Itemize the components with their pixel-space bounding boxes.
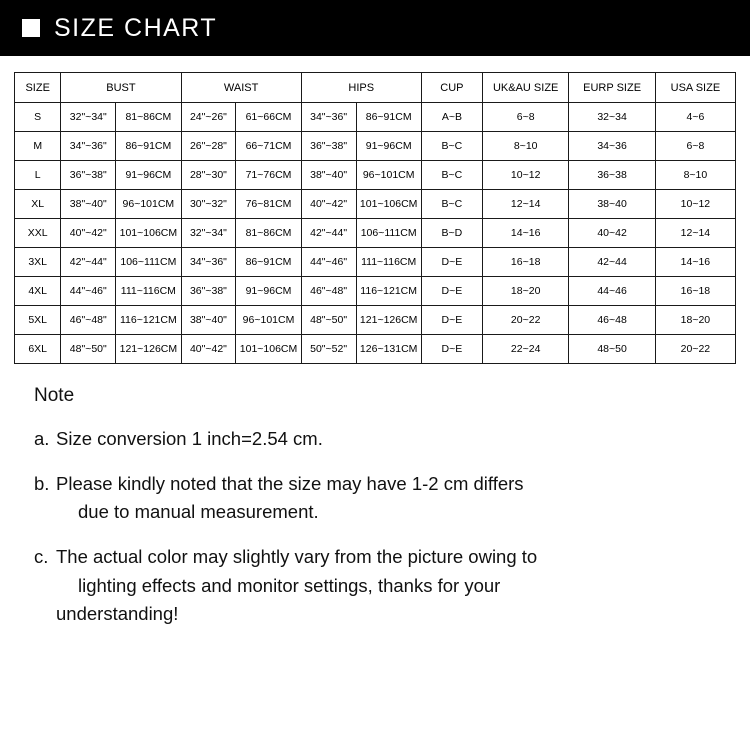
cell-eurp: 44~46 <box>569 277 655 306</box>
cell-waist-in: 40"~42" <box>181 335 236 364</box>
note-a-line1: Size conversion 1 inch=2.54 cm. <box>56 428 323 449</box>
cell-usa: 14~16 <box>655 248 735 277</box>
cell-bust-in: 42"~44" <box>61 248 116 277</box>
cell-bust-cm: 111~116CM <box>116 277 181 306</box>
cell-eurp: 48~50 <box>569 335 655 364</box>
cell-size: 4XL <box>15 277 61 306</box>
header-banner <box>0 0 750 56</box>
cell-waist-in: 30"~32" <box>181 190 236 219</box>
cell-waist-in: 36"~38" <box>181 277 236 306</box>
table-row <box>15 248 736 277</box>
cell-ukau: 8~10 <box>482 132 568 161</box>
cell-cup: B~C <box>421 190 482 219</box>
col-header-ukau: UK&AU SIZE <box>482 73 568 103</box>
note-label-b: b. <box>34 472 50 494</box>
cell-hips-in: 38"~40" <box>301 161 356 190</box>
cell-bust-cm: 101~106CM <box>116 219 181 248</box>
cell-size: L <box>15 161 61 190</box>
notes-title: Note <box>34 385 75 406</box>
cell-ukau: 14~16 <box>482 219 568 248</box>
note-item-a <box>34 425 720 454</box>
cell-bust-cm: 121~126CM <box>116 335 181 364</box>
cell-hips-cm: 111~116CM <box>356 248 421 277</box>
cell-hips-in: 48"~50" <box>301 306 356 335</box>
cell-size: 6XL <box>15 335 61 364</box>
col-header-waist: WAIST <box>181 73 301 103</box>
cell-bust-cm: 81~86CM <box>116 103 181 132</box>
cell-hips-cm: 121~126CM <box>356 306 421 335</box>
cell-cup: D~E <box>421 306 482 335</box>
cell-ukau: 20~22 <box>482 306 568 335</box>
cell-size: XXL <box>15 219 61 248</box>
cell-waist-cm: 61~66CM <box>236 103 301 132</box>
col-header-bust: BUST <box>61 73 181 103</box>
cell-hips-cm: 101~106CM <box>356 190 421 219</box>
cell-eurp: 46~48 <box>569 306 655 335</box>
col-header-cup: CUP <box>421 73 482 103</box>
cell-ukau: 18~20 <box>482 277 568 306</box>
cell-cup: B~C <box>421 132 482 161</box>
cell-usa: 12~14 <box>655 219 735 248</box>
note-label-c: c. <box>34 546 49 568</box>
table-row <box>15 306 736 335</box>
table-header-row <box>15 73 736 103</box>
cell-hips-cm: 96~101CM <box>356 161 421 190</box>
cell-cup: A~B <box>421 103 482 132</box>
cell-bust-cm: 116~121CM <box>116 306 181 335</box>
cell-eurp: 40~42 <box>569 219 655 248</box>
cell-bust-cm: 106~111CM <box>116 248 181 277</box>
cell-bust-in: 40"~42" <box>61 219 116 248</box>
cell-waist-in: 38"~40" <box>181 306 236 335</box>
cell-waist-cm: 101~106CM <box>236 335 301 364</box>
cell-bust-in: 46"~48" <box>61 306 116 335</box>
table-row <box>15 103 736 132</box>
cell-waist-in: 26"~28" <box>181 132 236 161</box>
cell-waist-in: 24"~26" <box>181 103 236 132</box>
cell-bust-in: 38"~40" <box>61 190 116 219</box>
cell-bust-in: 32"~34" <box>61 103 116 132</box>
col-header-hips: HIPS <box>301 73 421 103</box>
cell-bust-cm: 91~96CM <box>116 161 181 190</box>
note-text-b <box>56 470 720 527</box>
cell-eurp: 42~44 <box>569 248 655 277</box>
cell-hips-cm: 126~131CM <box>356 335 421 364</box>
col-header-eurp: EURP SIZE <box>569 73 655 103</box>
cell-waist-in: 28"~30" <box>181 161 236 190</box>
cell-cup: D~E <box>421 248 482 277</box>
size-table-container <box>0 56 750 364</box>
cell-hips-in: 42"~44" <box>301 219 356 248</box>
cell-eurp: 32~34 <box>569 103 655 132</box>
note-item-c <box>34 543 720 629</box>
note-b-line2: due to manual measurement. <box>78 501 319 523</box>
cell-hips-in: 50"~52" <box>301 335 356 364</box>
table-row <box>15 335 736 364</box>
cell-hips-cm: 116~121CM <box>356 277 421 306</box>
size-table <box>14 72 736 364</box>
cell-eurp: 38~40 <box>569 190 655 219</box>
cell-usa: 6~8 <box>655 132 735 161</box>
cell-bust-in: 44"~46" <box>61 277 116 306</box>
col-header-size: SIZE <box>15 73 61 103</box>
cell-bust-cm: 96~101CM <box>116 190 181 219</box>
table-row <box>15 132 736 161</box>
cell-cup: B~C <box>421 161 482 190</box>
cell-usa: 20~22 <box>655 335 735 364</box>
cell-waist-cm: 96~101CM <box>236 306 301 335</box>
cell-hips-in: 46"~48" <box>301 277 356 306</box>
cell-waist-cm: 71~76CM <box>236 161 301 190</box>
cell-hips-cm: 91~96CM <box>356 132 421 161</box>
cell-waist-cm: 91~96CM <box>236 277 301 306</box>
note-c-line1: The actual color may slightly vary from the picture owing to <box>56 546 538 568</box>
cell-ukau: 10~12 <box>482 161 568 190</box>
cell-cup: D~E <box>421 335 482 364</box>
cell-waist-cm: 81~86CM <box>236 219 301 248</box>
cell-ukau: 12~14 <box>482 190 568 219</box>
cell-bust-in: 48"~50" <box>61 335 116 364</box>
cell-hips-cm: 106~111CM <box>356 219 421 248</box>
cell-size: XL <box>15 190 61 219</box>
note-c-line2: lighting effects and monitor settings, thanks for your <box>78 574 501 596</box>
table-row <box>15 219 736 248</box>
page-title: SIZE CHART <box>54 13 218 42</box>
cell-waist-cm: 76~81CM <box>236 190 301 219</box>
cell-hips-in: 40"~42" <box>301 190 356 219</box>
cell-bust-in: 34"~36" <box>61 132 116 161</box>
cell-hips-in: 34"~36" <box>301 103 356 132</box>
table-row <box>15 190 736 219</box>
cell-waist-cm: 86~91CM <box>236 248 301 277</box>
white-square-icon <box>22 19 40 37</box>
cell-cup: D~E <box>421 277 482 306</box>
cell-usa: 4~6 <box>655 103 735 132</box>
cell-bust-cm: 86~91CM <box>116 132 181 161</box>
cell-hips-cm: 86~91CM <box>356 103 421 132</box>
table-row <box>15 277 736 306</box>
cell-hips-in: 44"~46" <box>301 248 356 277</box>
cell-ukau: 22~24 <box>482 335 568 364</box>
cell-ukau: 16~18 <box>482 248 568 277</box>
cell-size: 3XL <box>15 248 61 277</box>
note-item-b <box>34 470 720 527</box>
cell-ukau: 6~8 <box>482 103 568 132</box>
note-text-c <box>56 543 720 629</box>
cell-waist-in: 34"~36" <box>181 248 236 277</box>
note-b-line1: Please kindly noted that the size may have 1-2 cm differs <box>56 472 524 494</box>
note-c-line3: understanding! <box>56 603 179 625</box>
cell-waist-cm: 66~71CM <box>236 132 301 161</box>
cell-bust-in: 36"~38" <box>61 161 116 190</box>
cell-usa: 18~20 <box>655 306 735 335</box>
cell-eurp: 34~36 <box>569 132 655 161</box>
cell-hips-in: 36"~38" <box>301 132 356 161</box>
cell-cup: B~D <box>421 219 482 248</box>
cell-size: S <box>15 103 61 132</box>
cell-size: M <box>15 132 61 161</box>
table-row <box>15 161 736 190</box>
note-label-a: a. <box>34 428 50 449</box>
cell-usa: 16~18 <box>655 277 735 306</box>
col-header-usa: USA SIZE <box>655 73 735 103</box>
cell-eurp: 36~38 <box>569 161 655 190</box>
cell-usa: 8~10 <box>655 161 735 190</box>
cell-usa: 10~12 <box>655 190 735 219</box>
cell-size: 5XL <box>15 306 61 335</box>
note-text-a <box>56 425 720 454</box>
cell-waist-in: 32"~34" <box>181 219 236 248</box>
notes-section <box>0 364 750 629</box>
